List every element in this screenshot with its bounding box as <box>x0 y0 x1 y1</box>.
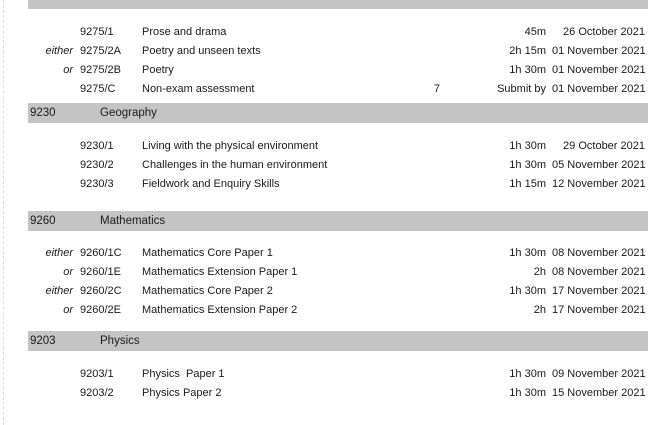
paper-duration: 1h 30m <box>509 140 546 152</box>
either-or-label: or <box>63 304 73 316</box>
paper-code: 9230/2 <box>80 159 114 171</box>
paper-date: 15 November 2021 <box>552 387 646 399</box>
subject-code: 9230 <box>30 107 56 119</box>
paper-code: 9275/C <box>80 83 116 95</box>
paper-row[interactable] <box>0 176 664 192</box>
paper-row[interactable] <box>0 283 664 299</box>
paper-code: 9260/2C <box>80 285 122 297</box>
paper-duration: 2h 15m <box>509 45 546 57</box>
paper-duration: 1h 30m <box>509 64 546 76</box>
paper-code: 9275/1 <box>80 26 114 38</box>
paper-date: 08 November 2021 <box>552 266 646 278</box>
paper-row[interactable] <box>0 138 664 154</box>
paper-date: 26 October 2021 <box>563 26 645 38</box>
paper-row[interactable] <box>0 366 664 382</box>
subject-header-band-clipped <box>28 0 648 9</box>
subject-code: 9203 <box>30 335 56 347</box>
paper-row[interactable] <box>0 24 664 40</box>
paper-row[interactable] <box>0 157 664 173</box>
paper-code: 9230/1 <box>80 140 114 152</box>
subject-header-band-mathematics <box>28 211 648 231</box>
paper-date: 17 November 2021 <box>552 285 646 297</box>
paper-title: Challenges in the human environment <box>142 159 328 171</box>
paper-duration: 45m <box>524 26 546 38</box>
paper-duration: 1h 30m <box>509 368 546 380</box>
paper-row[interactable] <box>0 302 664 318</box>
paper-duration: 1h 30m <box>509 285 546 297</box>
subject-name: Geography <box>100 107 157 119</box>
paper-title: Mathematics Core Paper 1 <box>142 247 273 259</box>
paper-date: 08 November 2021 <box>552 247 646 259</box>
either-or-label: either <box>45 45 73 57</box>
paper-date: 17 November 2021 <box>552 304 646 316</box>
paper-title: Non-exam assessment <box>142 83 255 95</box>
paper-title: Prose and drama <box>142 26 227 38</box>
subject-header-band-physics <box>28 331 648 351</box>
paper-duration: 2h <box>533 304 546 316</box>
paper-row[interactable] <box>0 385 664 401</box>
paper-date: 01 November 2021 <box>552 64 646 76</box>
paper-code: 9203/2 <box>80 387 114 399</box>
paper-duration: 1h 30m <box>509 247 546 259</box>
paper-date: 05 November 2021 <box>552 159 646 171</box>
paper-title: Physics Paper 2 <box>142 387 222 399</box>
either-or-label: or <box>63 64 73 76</box>
paper-code: 9230/3 <box>80 178 114 190</box>
paper-row[interactable] <box>0 81 664 97</box>
paper-date: 12 November 2021 <box>552 178 646 190</box>
paper-row[interactable] <box>0 264 664 280</box>
paper-code: 9275/2B <box>80 64 121 76</box>
paper-duration: 1h 30m <box>509 387 546 399</box>
paper-row[interactable] <box>0 43 664 59</box>
paper-code: 9260/1C <box>80 247 122 259</box>
paper-row[interactable] <box>0 62 664 78</box>
paper-duration: Submit by <box>497 83 546 95</box>
paper-title: Mathematics Core Paper 2 <box>142 285 273 297</box>
paper-code: 9260/1E <box>80 266 121 278</box>
paper-number: 7 <box>433 83 440 95</box>
paper-date: 09 November 2021 <box>552 368 646 380</box>
paper-date: 29 October 2021 <box>563 140 645 152</box>
paper-title: Fieldwork and Enquiry Skills <box>142 178 280 190</box>
paper-duration: 1h 15m <box>509 178 546 190</box>
paper-row[interactable] <box>0 245 664 261</box>
paper-code: 9260/2E <box>80 304 121 316</box>
paper-title: Living with the physical environment <box>142 140 319 152</box>
subject-name: Mathematics <box>100 215 166 227</box>
paper-duration: 2h <box>533 266 546 278</box>
subject-name: Physics <box>100 335 140 347</box>
paper-title: Poetry <box>142 64 174 76</box>
either-or-label: or <box>63 266 73 278</box>
either-or-label: either <box>45 247 73 259</box>
paper-title: Mathematics Extension Paper 2 <box>142 304 298 316</box>
paper-title: Poetry and unseen texts <box>142 45 261 57</box>
paper-title: Physics Paper 1 <box>142 368 225 380</box>
paper-code: 9275/2A <box>80 45 121 57</box>
paper-title: Mathematics Extension Paper 1 <box>142 266 298 278</box>
paper-duration: 1h 30m <box>509 159 546 171</box>
paper-date: 01 November 2021 <box>552 45 646 57</box>
paper-date: 01 November 2021 <box>552 83 646 95</box>
paper-code: 9203/1 <box>80 368 114 380</box>
subject-header-band-geography <box>28 103 648 123</box>
either-or-label: either <box>45 285 73 297</box>
subject-code: 9260 <box>30 215 56 227</box>
